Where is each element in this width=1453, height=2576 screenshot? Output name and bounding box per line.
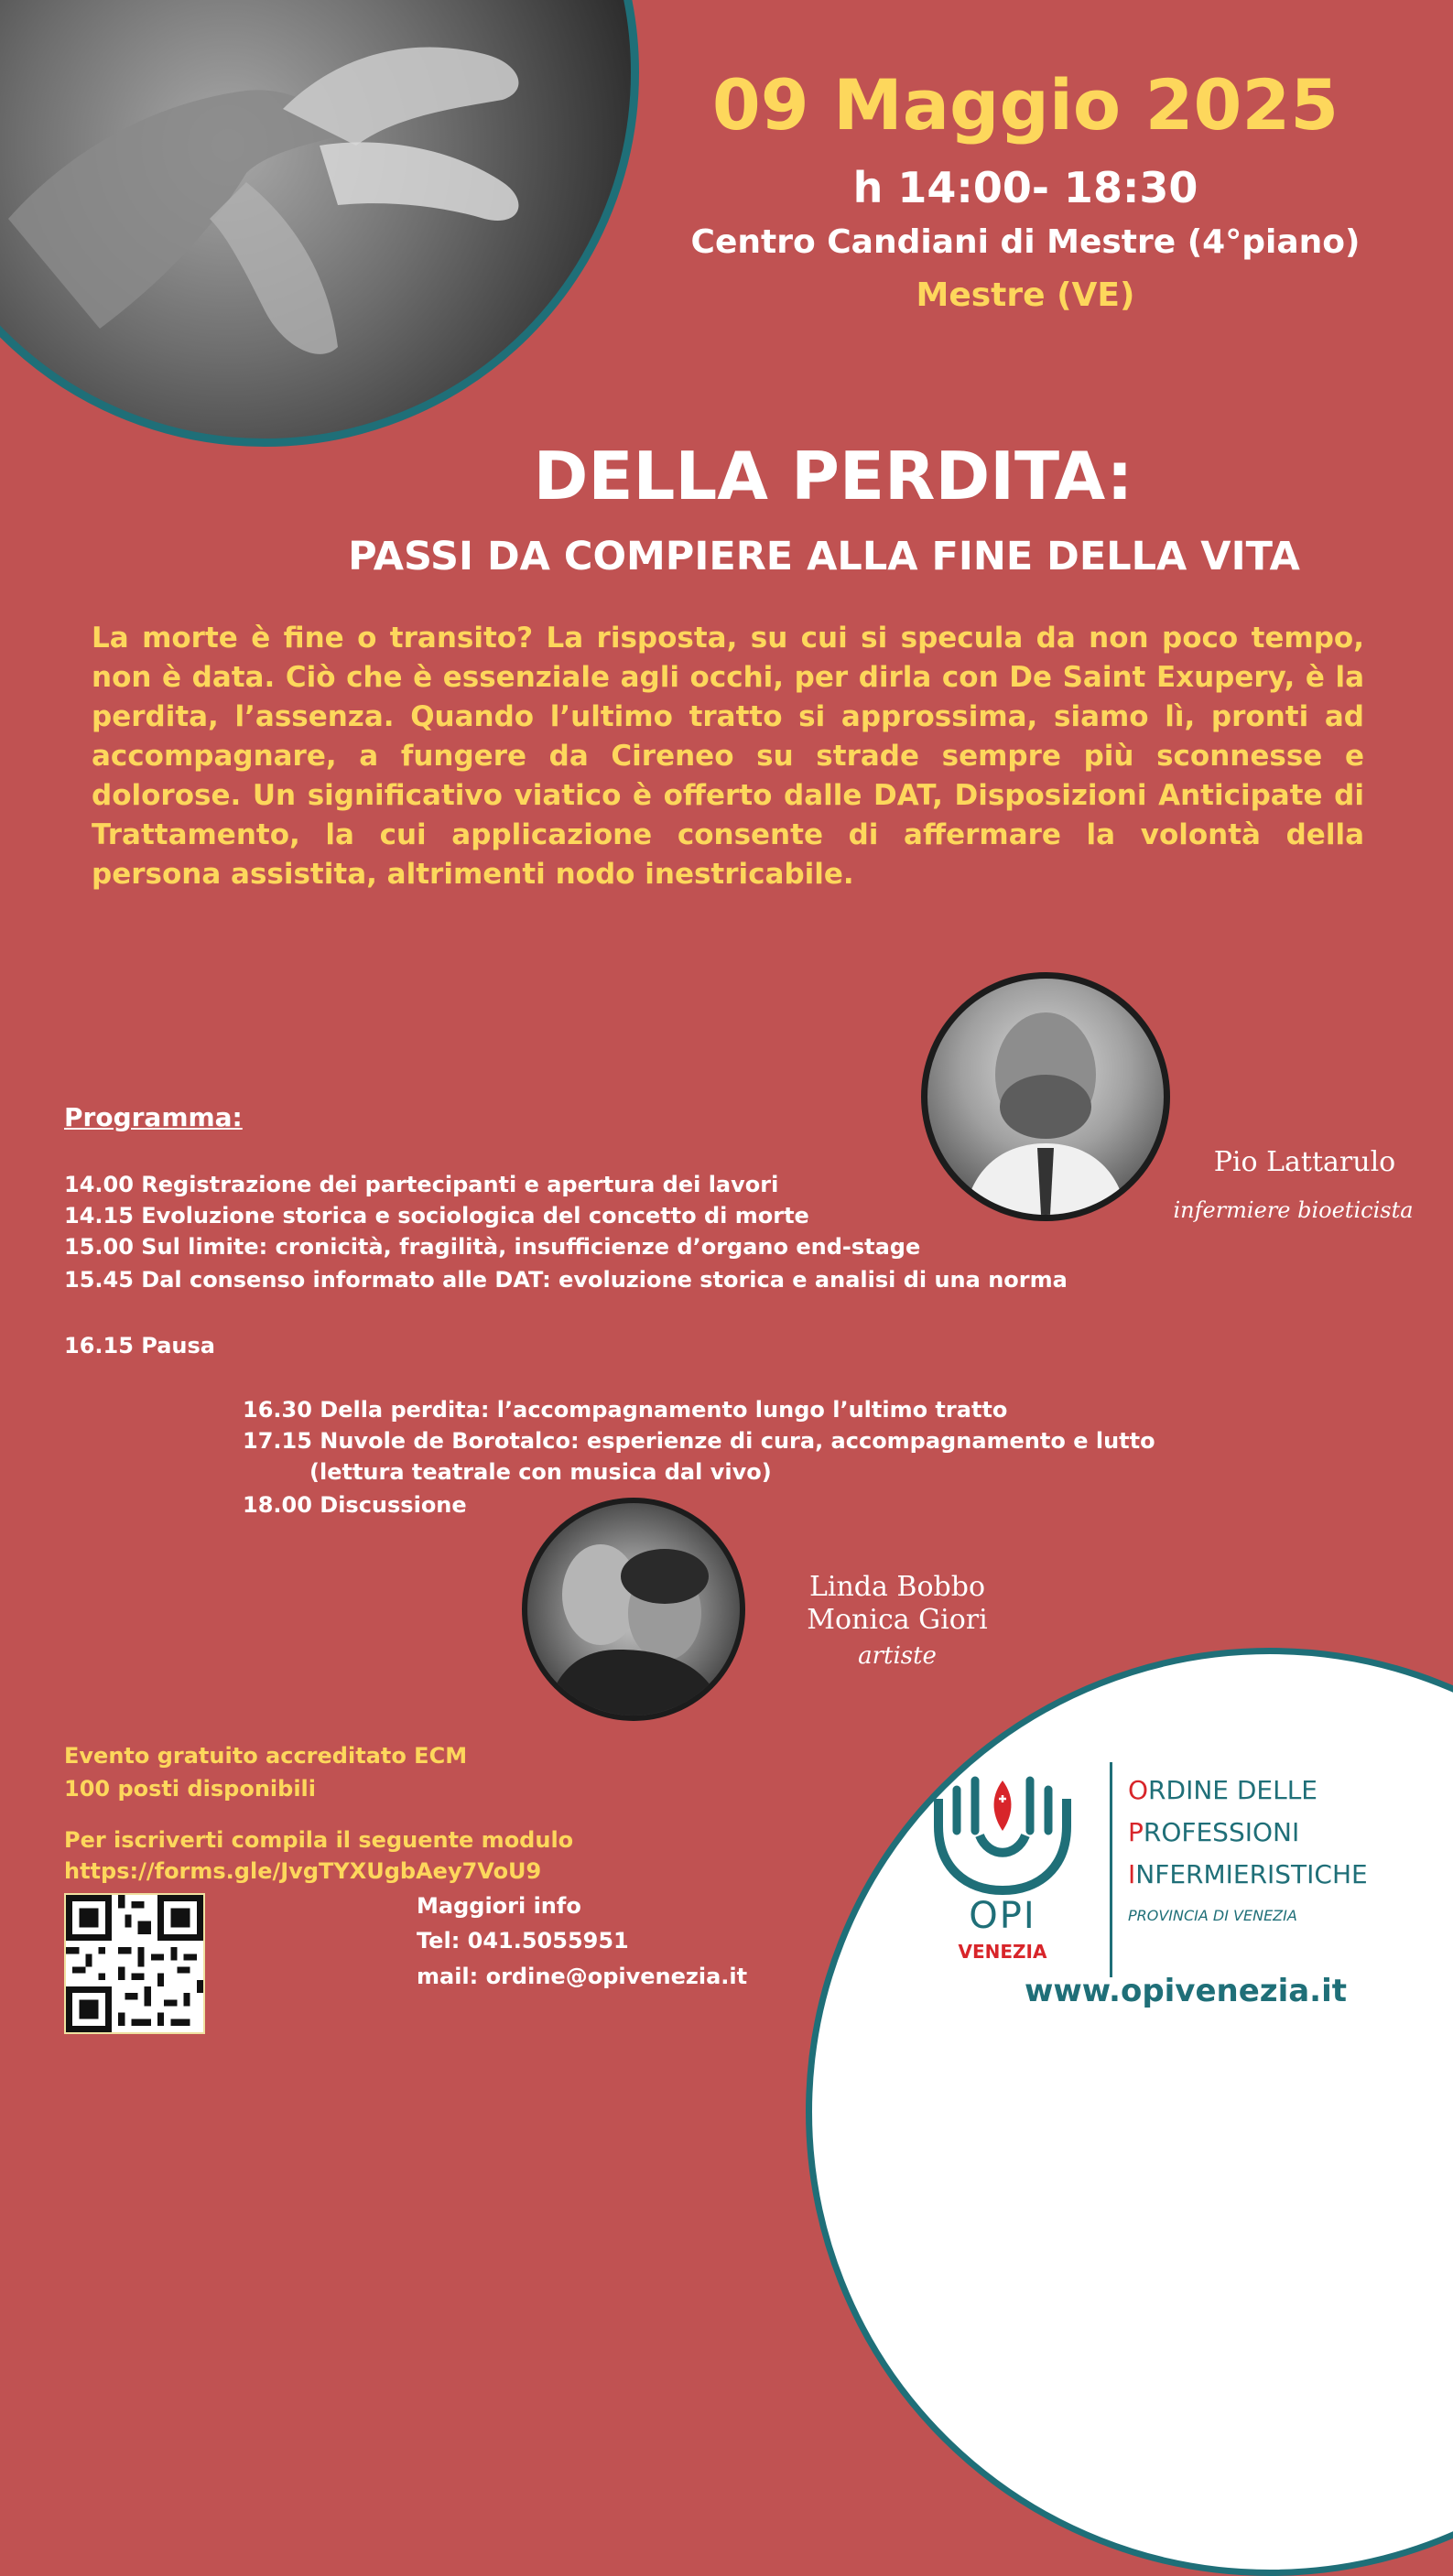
qr-code[interactable]	[64, 1893, 205, 2034]
hands-logo-icon	[925, 1762, 1080, 1900]
event-venue: Centro Candiani di Mestre (4°piano)	[690, 223, 1361, 261]
speaker-portrait-illustration	[927, 979, 1164, 1215]
logo-divider	[1110, 1762, 1112, 1977]
program-item: 14.00 Registrazione dei partecipanti e apertura dei lavori	[64, 1172, 779, 1197]
org-rest: RDINE DELLE	[1148, 1775, 1317, 1805]
signup-info: Per iscriverti compila il seguente modulo	[64, 1827, 574, 1853]
opi-logo-icon	[925, 1762, 1080, 1900]
org-rest: ROFESSIONI	[1143, 1817, 1300, 1847]
website-link[interactable]: www.opivenezia.it	[1024, 1973, 1348, 2009]
program-item: 16.30 Della perdita: l’accompagnamento lungo l’ultimo tratto	[243, 1397, 1008, 1423]
speaker-photo	[921, 972, 1170, 1221]
artists-portrait-illustration	[527, 1503, 740, 1716]
form-link[interactable]: https://forms.gle/JvgTYXUgbAey7VoU9	[64, 1858, 542, 1884]
org-name-line	[1128, 1859, 1368, 1889]
program-item: 18.00 Discussione	[243, 1492, 467, 1518]
program-item-note: (lettura teatrale con musica dal vivo)	[309, 1459, 772, 1485]
page-title: DELLA PERDITA:	[533, 438, 1133, 514]
seats-info: 100 posti disponibili	[64, 1776, 316, 1802]
org-initial: O	[1128, 1775, 1149, 1805]
page-subtitle: PASSI DA COMPIERE ALLA FINE DELLA VITA	[348, 534, 1300, 579]
artists-photo	[522, 1498, 745, 1721]
artist-name: Monica Giori	[807, 1604, 988, 1636]
speaker-name: Pio Lattarulo	[1213, 1146, 1396, 1178]
program-item: 14.15 Evoluzione storica e sociologica del concetto di morte	[64, 1203, 809, 1228]
program-item: 15.00 Sul limite: cronicità, fragilità, insufficienze d’organo end-stage	[64, 1234, 921, 1260]
contact-label: Maggiori info	[417, 1893, 581, 1919]
event-city: Mestre (VE)	[916, 276, 1135, 314]
org-initial: I	[1128, 1859, 1136, 1889]
org-name-line	[1128, 1775, 1317, 1805]
program-item: 17.15 Nuvole de Borotalco: esperienze di cura, accompagnamento e lutto	[243, 1428, 1155, 1454]
opi-city: VENEZIA	[958, 1941, 1047, 1963]
program-heading: Programma:	[64, 1102, 243, 1132]
org-name-line	[1128, 1817, 1299, 1847]
contact-phone[interactable]: Tel: 041.5055951	[417, 1928, 629, 1954]
hands-photo	[0, 0, 639, 447]
org-initial: P	[1128, 1817, 1144, 1847]
event-time: h 14:00- 18:30	[852, 163, 1198, 212]
contact-email[interactable]: mail: ordine@opivenezia.it	[417, 1964, 748, 1989]
opi-acronym: OPI	[969, 1895, 1036, 1937]
intro-paragraph: La morte è fine o transito? La risposta, su cui si specula da non poco tempo, non è data. Ciò che è essenziale agli occhi, per dirla con De Saint Exupery, è la perdita, l’assenza. Quando l’ultimo tratto si approssima, siamo lì, pronti ad accompagnare, a fungere da Cireneo su strade sempre più sconnesse e dolorose. Un significativo viatico è offerto dalle DAT, Disposizioni Anticipate di Trattamento, la cui applicazione consente di affermare la volontà della persona assistita, altrimenti nodo inestricabile.	[92, 622, 1364, 891]
artist-name: Linda Bobbo	[808, 1571, 986, 1603]
event-date: 09 Maggio 2025	[711, 64, 1339, 146]
hands-illustration	[0, 0, 631, 438]
program-item: 15.45 Dal consenso informato alle DAT: evoluzione storica e analisi di una norma	[64, 1267, 1068, 1293]
org-rest: NFERMIERISTICHE	[1135, 1859, 1368, 1889]
program-item: 16.15 Pausa	[64, 1333, 215, 1358]
qr-code-pattern	[66, 1895, 203, 2032]
org-province: PROVINCIA DI VENEZIA	[1128, 1907, 1297, 1924]
artists-role: artiste	[858, 1642, 937, 1670]
speaker-role: infermiere bioeticista	[1173, 1197, 1414, 1223]
ecm-info: Evento gratuito accreditato ECM	[64, 1743, 468, 1769]
